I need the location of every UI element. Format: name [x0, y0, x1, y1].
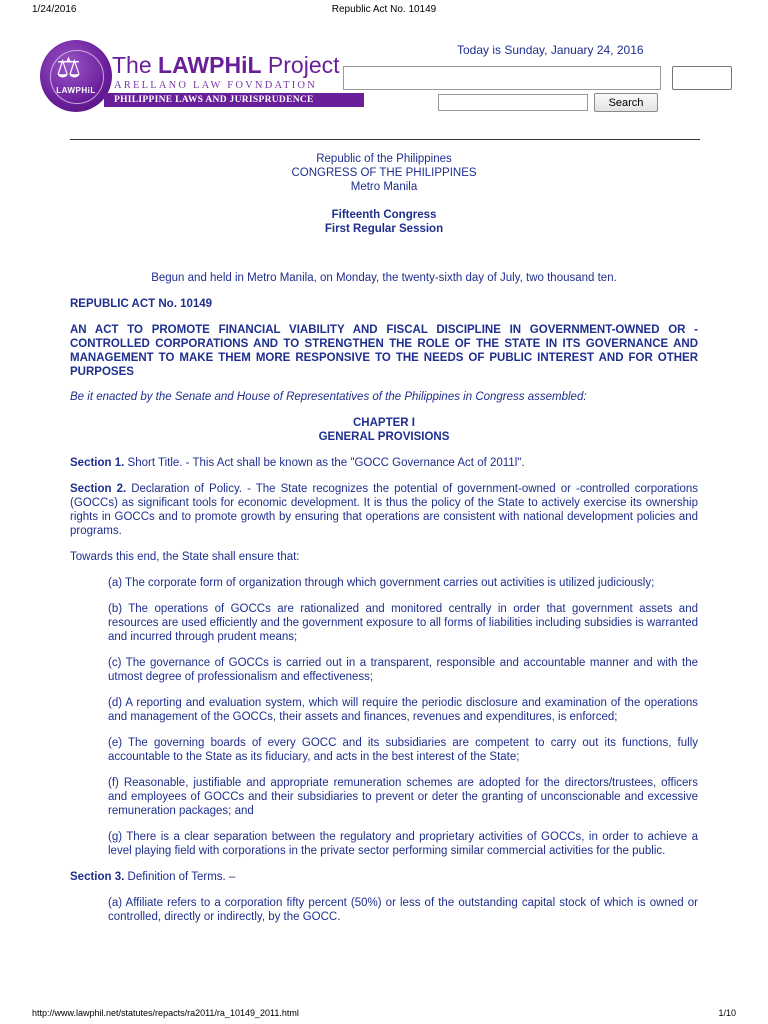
brand-suffix: Project [261, 52, 340, 78]
databank-banner: PHILIPPINE LAWS AND JURISPRUDENCE DATABANK [104, 93, 364, 107]
search-input[interactable] [438, 94, 588, 111]
act-title: AN ACT TO PROMOTE FINANCIAL VIABILITY AND FISCAL DISCIPLINE IN GOVERNMENT-OWNED OR -CONTROLLED CORPORATIONS AND TO STRENGTHEN THE ROLE OF THE STATE IN ITS GOVERNANCE AND MANAGEMENT TO MAKE THEM MORE RESPONSIVE TO THE NEEDS OF PUBLIC INTEREST AND FOR OTHER PURPOSES [70, 324, 698, 378]
section-2 [70, 482, 698, 538]
page-url: http://www.lawphil.net/statutes/repacts/ra2011/ra_10149_2011.html [32, 1008, 299, 1018]
enacting-clause: Be it enacted by the Senate and House of Representatives of the Philippines in Congress assembled: [70, 391, 587, 403]
chapter-label: CHAPTER I [353, 417, 415, 429]
congress-line: CONGRESS OF THE PHILIPPINES [291, 167, 477, 179]
print-title: Republic Act No. 10149 [331, 4, 437, 15]
item-g: (g) There is a clear separation between the regulatory and proprietary activities of GOCCs, in order to achieve a level playing field with corporations in the private sector performing similar commercial activities for the public. [108, 831, 698, 857]
location-line: Metro Manila [350, 181, 418, 193]
section-1-label: Section 1. [70, 457, 125, 469]
section-2-label: Section 2. [70, 483, 127, 495]
print-footer [0, 1006, 768, 1020]
lawphil-logo[interactable] [40, 40, 360, 119]
item-c: (c) The governance of GOCCs is carried out in a transparent, responsible and accountable manner and with the utmost degree of professionalism and effectiveness; [108, 657, 698, 683]
item-a: (a) The corporate form of organization through which government carries out activities is utilized judiciously; [108, 577, 655, 589]
seal-icon: ⚖ LAWPHiL [40, 40, 112, 112]
brand-prefix: The [112, 52, 159, 78]
seal-text: LAWPHiL [56, 86, 96, 95]
congress-number: Fifteenth Congress [331, 209, 437, 221]
section-2-text: Declaration of Policy. - The State recognizes the potential of government-owned or -controlled corporations (GOCCs) as significant tools for economic development. It is thus the policy of the State to actively exercise its ownership rights in GOCCs and to promote growth by ensuring that operations are consistent with national development policies and programs. [70, 483, 698, 537]
item-d: (d) A reporting and evaluation system, which will require the periodic disclosure and examination of the operations and management of the GOCCs, their assets and finances, revenues and expenditures, is enforced; [108, 697, 698, 723]
print-date: 1/24/2016 [32, 4, 77, 15]
page-number: 1/10 [718, 1008, 736, 1018]
section-3-label: Section 3. [70, 871, 125, 883]
section-3-text: Definition of Terms. – [124, 871, 236, 883]
brand-title [112, 52, 340, 79]
today-date: Today is Sunday, January 24, 2016 [457, 43, 644, 57]
section-1-text: Short Title. - This Act shall be known as the "GOCC Governance Act of 2011l". [124, 457, 525, 469]
brand-name: LAWPHiL [158, 52, 262, 78]
act-number: REPUBLIC ACT No. 10149 [70, 298, 213, 310]
banner-box [343, 66, 661, 90]
print-header [0, 2, 768, 16]
item-b: (b) The operations of GOCCs are rationalized and monitored centrally in order that government assets and resources are used efficiently and the government exposure to all forms of liabilities including subsidies is warranted and incurred through prudent means; [108, 603, 698, 643]
foundation-name: ARELLANO LAW FOVNDATION [114, 80, 317, 91]
begun-line: Begun and held in Metro Manila, on Monday, the twenty-sixth day of July, two thousand ten. [151, 272, 617, 284]
section-1 [70, 456, 698, 470]
towards-line: Towards this end, the State shall ensure that: [70, 551, 300, 563]
item-f: (f) Reasonable, justifiable and appropriate remuneration schemes are adopted for the directors/trustees, officers and employees of GOCCs and their subsidiaries to prevent or deter the granting of unconscionable and excessive remuneration packages; and [108, 777, 698, 817]
section-3-a: (a) Affiliate refers to a corporation fifty percent (50%) or less of the outstanding capital stock of which is owned or controlled, directly or indirectly, by the GOCC. [108, 897, 698, 923]
search-button[interactable]: Search [594, 93, 658, 112]
menu-box[interactable] [672, 66, 732, 90]
item-e: (e) The governing boards of every GOCC and its subsidiaries are competent to carry out its functions, fully accountable to the State as its fiduciary, and acts in the best interest of the State; [108, 737, 698, 763]
document-body [70, 152, 698, 924]
header-divider [70, 139, 700, 140]
session-line: First Regular Session [324, 223, 444, 235]
republic-line: Republic of the Philippines [316, 153, 452, 165]
chapter-title: GENERAL PROVISIONS [318, 431, 450, 443]
section-3 [70, 870, 698, 884]
